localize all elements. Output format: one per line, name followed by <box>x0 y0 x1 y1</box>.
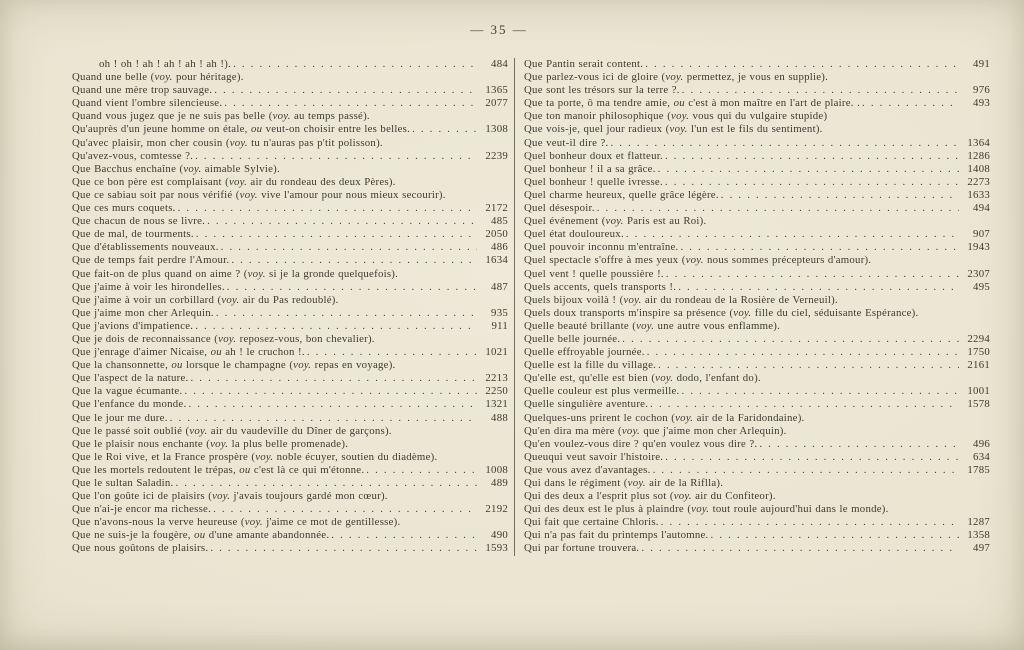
entry-title: Que le sultan Saladin. <box>72 477 174 489</box>
entry-page-ref: 2273 <box>967 175 990 188</box>
entry-dot-leader <box>227 281 477 294</box>
index-entry <box>524 477 990 490</box>
index-entry <box>72 503 508 516</box>
entry-page-ref: 2172 <box>485 202 508 215</box>
entry-dot-leader <box>231 254 477 267</box>
entry-title: Que veut-il dire ?. <box>524 136 609 149</box>
index-entry <box>72 542 508 555</box>
entry-title: Que de temps fait perdre l'Amour. <box>72 254 230 267</box>
entry-dot-leader <box>207 215 477 228</box>
entry-dot-leader <box>711 529 959 542</box>
index-entry <box>524 490 990 503</box>
entry-title: Qui n'a pas fait du printemps l'automne. <box>524 529 709 542</box>
entry-dot-leader <box>682 84 959 97</box>
entry-title: Quel bonheur ! quelle ivresse. <box>524 175 663 188</box>
entry-dot-leader <box>178 202 477 215</box>
entry-title: Qu'elle est, qu'elle est bien (voy. dodo, l'enfant do). <box>524 372 761 385</box>
entry-title: Que de mal, de tourments. <box>72 228 194 241</box>
entry-page-ref: 935 <box>491 306 508 319</box>
entry-title: oh ! oh ! ah ! ah ! ah ! ah !). <box>99 58 232 70</box>
entry-page-ref: 976 <box>973 84 990 97</box>
entry-dot-leader <box>366 464 477 477</box>
entry-title: Quels bijoux voilà ! (voy. air du rondeau de la Rosière de Verneuil). <box>524 293 838 306</box>
entry-dot-leader <box>622 333 959 346</box>
entry-page-ref: 2294 <box>967 332 990 345</box>
entry-title: Queuqui veut savoir l'histoire. <box>524 450 664 463</box>
entry-dot-leader <box>658 359 959 372</box>
index-entry <box>72 137 508 150</box>
entry-title: Que la chansonnette, ou lorsque le champagne (voy. repas en voyage). <box>72 359 396 372</box>
entry-title: Quand une mère trop sauvage. <box>72 84 213 97</box>
entry-dot-leader <box>196 228 477 241</box>
entry-page-ref: 487 <box>491 280 508 293</box>
index-entry <box>524 84 990 97</box>
entry-page-ref: 1633 <box>967 188 990 201</box>
entry-title: Quelques-uns prirent le cochon (voy. air de la Faridondaine). <box>524 411 805 424</box>
entry-title: Que j'aime mon cher Arlequin. <box>72 306 214 319</box>
entry-page-ref: 1365 <box>485 84 508 97</box>
index-entry <box>524 137 990 150</box>
entry-dot-leader <box>195 320 477 333</box>
entry-title: Que j'aime à voir un corbillard (voy. air du Pas redoublé). <box>72 293 339 306</box>
entry-title: Que n'avons-nous la verve heureuse (voy. j'aime ce mot de gentillesse). <box>72 516 401 529</box>
entry-page-ref: 489 <box>491 477 508 489</box>
index-entry <box>72 254 508 267</box>
entry-page-ref: 1593 <box>485 542 508 555</box>
entry-page-ref: 907 <box>973 228 990 241</box>
entry-page-ref: 634 <box>973 450 990 463</box>
entry-page-ref: 485 <box>491 215 508 228</box>
index-column-left <box>72 58 508 556</box>
entry-title: Que ce bon père est complaisant (voy. air du rondeau des deux Pères). <box>72 175 396 188</box>
entry-title: Quelle singulière aventure. <box>524 398 649 411</box>
column-divider-rule <box>514 58 515 556</box>
entry-page-ref: 2250 <box>485 385 508 398</box>
entry-title: Qui dans le régiment (voy. air de la Riflla). <box>524 477 724 489</box>
entry-dot-leader <box>666 268 959 281</box>
index-entry <box>72 84 508 97</box>
index-entry <box>524 294 990 307</box>
entry-page-ref: 495 <box>973 280 990 293</box>
entry-title: Que ton manoir philosophique (voy. vous qui du vulgaire stupide) <box>524 110 828 123</box>
index-entry <box>72 477 508 490</box>
entry-title: Qu'auprès d'un jeune homme on étale, ou veut-on choisir entre les belles. <box>72 123 411 136</box>
entry-title: Que chacun de nous se livre. <box>72 215 206 228</box>
index-entry <box>72 97 508 110</box>
entry-title: Que vous avez d'avantages. <box>524 463 651 476</box>
page-number: — 35 — <box>470 22 528 37</box>
index-entry <box>524 123 990 136</box>
entry-dot-leader <box>216 307 477 320</box>
index-entry <box>524 202 990 215</box>
index-entry <box>524 503 990 516</box>
entry-title: Quel bonheur doux et flatteur. <box>524 149 663 162</box>
entry-title: Que Pantin serait content. <box>524 58 644 70</box>
index-entry <box>524 412 990 425</box>
entry-dot-leader <box>412 123 477 136</box>
entry-title: Qu'en voulez-vous dire ? qu'en voulez vous dire ?. <box>524 437 758 450</box>
entry-dot-leader <box>647 346 959 359</box>
entry-page-ref: 491 <box>973 58 990 70</box>
index-columns <box>72 58 990 556</box>
index-entry <box>72 150 508 163</box>
entry-title: Quel spectacle s'offre à mes yeux (voy. nous sommes précepteurs d'amour). <box>524 254 872 267</box>
entry-title: Qu'en dira ma mère (voy. que j'aime mon cher Arlequin). <box>524 424 787 437</box>
entry-dot-leader <box>759 438 959 451</box>
entry-title: Quel pouvoir inconnu m'entraîne. <box>524 241 679 254</box>
index-entry <box>72 346 508 359</box>
entry-title: Que nous goûtons de plaisirs. <box>72 542 209 555</box>
entry-dot-leader <box>665 451 959 464</box>
index-entry <box>524 215 990 228</box>
index-entry <box>72 320 508 333</box>
index-entry <box>524 346 990 359</box>
index-entry <box>72 228 508 241</box>
index-entry <box>72 451 508 464</box>
entry-title: Quel événement (voy. Paris est au Roi). <box>524 215 707 228</box>
entry-title: Que l'on goûte ici de plaisirs (voy. j'avais toujours gardé mon cœur). <box>72 490 388 503</box>
index-entry <box>524 58 990 71</box>
index-entry <box>72 189 508 202</box>
entry-dot-leader <box>682 385 959 398</box>
index-entry <box>524 189 990 202</box>
index-entry <box>524 150 990 163</box>
index-entry <box>72 412 508 425</box>
entry-title: Que j'enrage d'aimer Nicaise, ou ah ! le cruchon !. <box>72 346 305 359</box>
index-entry <box>72 464 508 477</box>
entry-title: Quand vous jugez que je ne suis pas belle (voy. au temps passé). <box>72 110 370 123</box>
entry-title: Que j'avions d'impatience. <box>72 319 194 332</box>
index-entry <box>524 385 990 398</box>
index-entry <box>72 294 508 307</box>
entry-page-ref: 1785 <box>967 463 990 476</box>
entry-page-ref: 1943 <box>967 241 990 254</box>
index-entry <box>524 163 990 176</box>
entry-title: Que je dois de reconnaissance (voy. reposez-vous, bon chevalier). <box>72 332 375 345</box>
entry-dot-leader <box>653 464 959 477</box>
index-column-right <box>515 58 990 556</box>
entry-title: Que les mortels redoutent le trépas, ou c'est là ce qui m'étonne. <box>72 463 365 476</box>
index-entry <box>524 97 990 110</box>
index-entry <box>524 333 990 346</box>
entry-title: Que fait-on de plus quand on aime ? (voy. si je la gronde quelquefois). <box>72 267 399 280</box>
index-entry <box>72 398 508 411</box>
entry-title: Quels accents, quels transports !. <box>524 280 677 293</box>
entry-dot-leader <box>721 189 959 202</box>
index-entry <box>72 359 508 372</box>
entry-dot-leader <box>233 58 477 71</box>
entry-page-ref: 1408 <box>967 162 990 175</box>
index-entry <box>524 307 990 320</box>
entry-title: Que vois-je, quel jour radieux (voy. l'un est le fils du sentiment). <box>524 123 823 136</box>
entry-title: Quelle couleur est plus vermeille. <box>524 385 680 398</box>
entry-dot-leader <box>188 398 477 411</box>
index-entry <box>524 71 990 84</box>
entry-dot-leader <box>184 385 477 398</box>
entry-dot-leader <box>658 163 959 176</box>
entry-title: Quelle est la fille du village. <box>524 359 657 372</box>
index-entry <box>72 281 508 294</box>
entry-dot-leader <box>190 372 477 385</box>
entry-title: Qu'avec plaisir, mon cher cousin (voy. tu n'auras pas p'tit polisson). <box>72 136 383 149</box>
entry-page-ref: 497 <box>973 542 990 555</box>
entry-title: Qui des deux a l'esprit plus sot (voy. air du Confiteor). <box>524 490 776 503</box>
entry-dot-leader <box>661 516 959 529</box>
index-entry <box>72 71 508 84</box>
entry-title: Quel vent ! quelle poussière !. <box>524 267 664 280</box>
entry-page-ref: 1750 <box>967 346 990 359</box>
entry-dot-leader <box>224 97 477 110</box>
entry-dot-leader <box>645 58 959 71</box>
entry-title: Que sont les trésors sur la terre ?. <box>524 84 680 97</box>
entry-title: Que le plaisir nous enchante (voy. la plus belle promenade). <box>72 437 349 450</box>
entry-title: Que le jour me dure. <box>72 411 168 424</box>
entry-title: Qui par fortune trouvera. <box>524 542 640 555</box>
entry-title: Quel charme heureux, quelle grâce légère. <box>524 188 719 201</box>
index-entry <box>72 241 508 254</box>
index-entry <box>524 241 990 254</box>
index-entry <box>72 490 508 503</box>
entry-title: Que le Roi vive, et la France prospère (voy. noble écuyer, soutien du diadème). <box>72 450 438 463</box>
index-entry <box>72 268 508 281</box>
entry-title: Quel état douloureux. <box>524 228 624 241</box>
entry-page-ref: 1358 <box>967 529 990 542</box>
entry-title: Qui des deux est le plus à plaindre (voy. tout roule aujourd'hui dans le monde). <box>524 503 889 516</box>
entry-title: Que ne suis-je la fougère, ou d'une amante abandonnée. <box>72 529 330 542</box>
entry-title: Que l'aspect de la nature. <box>72 372 189 385</box>
entry-page-ref: 2050 <box>485 228 508 241</box>
index-entry <box>524 425 990 438</box>
index-entry <box>524 320 990 333</box>
index-entry <box>72 163 508 176</box>
entry-dot-leader <box>170 412 477 425</box>
index-entry <box>524 176 990 189</box>
entry-dot-leader <box>195 150 477 163</box>
entry-dot-leader <box>214 84 477 97</box>
index-entry <box>524 281 990 294</box>
entry-title: Quelle beauté brillante (voy. une autre vous enflamme). <box>524 319 781 332</box>
entry-page-ref: 2077 <box>485 97 508 110</box>
index-entry <box>524 268 990 281</box>
entry-page-ref: 1634 <box>485 254 508 267</box>
index-entry <box>524 398 990 411</box>
entry-title: Quand vient l'ombre silencieuse. <box>72 97 223 110</box>
entry-dot-leader <box>213 503 477 516</box>
entry-dot-leader <box>221 241 477 254</box>
entry-dot-leader <box>665 176 959 189</box>
index-entry <box>72 176 508 189</box>
index-entry <box>72 123 508 136</box>
entry-page-ref: 2192 <box>485 503 508 516</box>
entry-title: Quand une belle (voy. pour héritage). <box>72 71 244 84</box>
index-entry <box>72 438 508 451</box>
entry-dot-leader <box>175 477 477 490</box>
entry-title: Que ta porte, ô ma tendre amie, ou c'est à mon maître en l'art de plaire. . <box>524 97 861 110</box>
index-entry <box>72 202 508 215</box>
entry-dot-leader <box>678 281 959 294</box>
entry-title: Que j'aime à voir les hirondelles. <box>72 280 225 293</box>
index-entry <box>524 228 990 241</box>
entry-page-ref: 488 <box>491 411 508 424</box>
entry-page-ref: 1286 <box>967 149 990 162</box>
entry-dot-leader <box>210 542 477 555</box>
entry-page-ref: 493 <box>973 97 990 110</box>
entry-title: Quels doux transports m'inspire sa présence (voy. fille du ciel, séduisante Espérance). <box>524 306 919 319</box>
index-entry <box>72 516 508 529</box>
entry-title: Que n'ai-je encor ma richesse. <box>72 503 212 516</box>
index-entry <box>72 333 508 346</box>
index-entry <box>72 215 508 228</box>
entry-title: Qui fait que certaine Chloris. <box>524 516 659 529</box>
entry-title: Que Bacchus enchaîne (voy. aimable Sylvie). <box>72 162 280 175</box>
entry-title: Quelle belle journée. <box>524 332 621 345</box>
entry-title: Que d'établissements nouveaux. <box>72 241 219 254</box>
entry-dot-leader <box>597 202 959 215</box>
index-entry <box>524 438 990 451</box>
entry-page-ref: 1287 <box>967 516 990 529</box>
index-entry <box>524 451 990 464</box>
entry-page-ref: 1001 <box>967 385 990 398</box>
entry-page-ref: 1364 <box>967 136 990 149</box>
index-entry <box>524 372 990 385</box>
entry-title: Quel désespoir. <box>524 202 595 215</box>
index-entry <box>72 307 508 320</box>
entry-page-ref: 484 <box>491 58 508 70</box>
index-entry <box>524 110 990 123</box>
entry-dot-leader <box>650 398 959 411</box>
entry-page-ref: 2239 <box>485 149 508 162</box>
entry-dot-leader <box>680 241 959 254</box>
index-entry <box>72 110 508 123</box>
entry-title: Que ces murs coquets. <box>72 202 176 215</box>
entry-page-ref: 1008 <box>485 463 508 476</box>
entry-page-ref: 490 <box>491 529 508 542</box>
entry-dot-leader <box>331 529 477 542</box>
entry-dot-leader <box>862 97 959 110</box>
index-entry <box>524 516 990 529</box>
entry-page-ref: 911 <box>491 319 508 332</box>
entry-dot-leader <box>665 150 959 163</box>
entry-page-ref: 2213 <box>485 372 508 385</box>
index-entry <box>99 58 508 71</box>
entry-page-ref: 2161 <box>967 359 990 372</box>
entry-title: Que la vague écumante. <box>72 385 183 398</box>
index-entry <box>524 254 990 267</box>
entry-title: Que parlez-vous ici de gloire (voy. permettez, je vous en supplie). <box>524 71 829 84</box>
entry-title: Que ce sabiau soit par nous vérifié (voy. vive l'amour pour nous mieux secourir). <box>72 188 446 201</box>
index-entry <box>524 359 990 372</box>
entry-page-ref: 496 <box>973 437 990 450</box>
entry-title: Que l'enfance du monde. <box>72 398 187 411</box>
entry-title: Quel bonheur ! il a sa grâce. <box>524 162 656 175</box>
entry-page-ref: 486 <box>491 241 508 254</box>
entry-page-ref: 1021 <box>485 346 508 359</box>
entry-title: Que le passé soit oublié (voy. air du vaudeville du Dîner de garçons). <box>72 424 392 437</box>
index-entry <box>72 372 508 385</box>
index-entry <box>524 529 990 542</box>
entry-page-ref: 1578 <box>967 398 990 411</box>
entry-dot-leader <box>611 137 960 150</box>
entry-title: Qu'avez-vous, comtesse ?. <box>72 149 194 162</box>
entry-dot-leader <box>626 228 959 241</box>
index-entry <box>72 529 508 542</box>
entry-dot-leader <box>641 542 959 555</box>
entry-dot-leader <box>307 346 477 359</box>
entry-title: Quelle effroyable journée. <box>524 346 645 359</box>
entry-page-ref: 1321 <box>485 398 508 411</box>
index-entry <box>72 385 508 398</box>
index-entry <box>72 425 508 438</box>
index-entry <box>524 542 990 555</box>
entry-page-ref: 2307 <box>967 267 990 280</box>
index-entry <box>524 464 990 477</box>
entry-page-ref: 494 <box>973 202 990 215</box>
entry-page-ref: 1308 <box>485 123 508 136</box>
